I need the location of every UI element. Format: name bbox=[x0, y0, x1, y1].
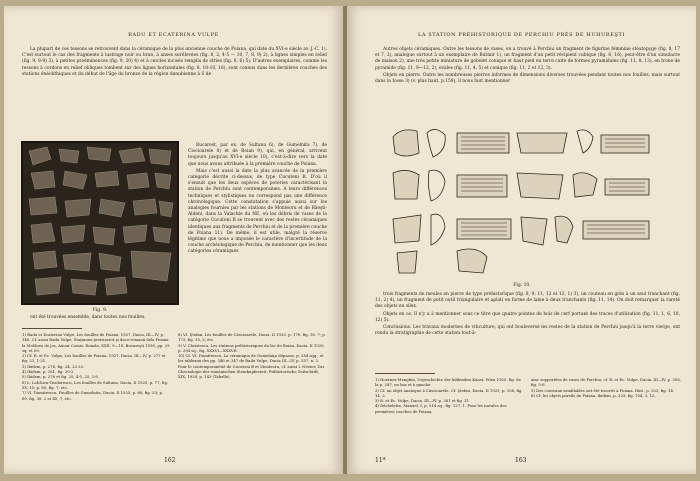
signature-mark: 11* bbox=[375, 457, 386, 464]
page-number-right: 163 bbox=[515, 457, 527, 464]
footnote-rule bbox=[22, 328, 82, 329]
right-page bbox=[347, 6, 696, 474]
footnote: 7) VI. Dumitrescu, Fouilles de Gumelnita, Dacia, II 1925, p. 66, fig. 53; p. 69, fig. 38, 2 et 40, 7; etc. bbox=[22, 390, 164, 401]
body-text-right-top bbox=[375, 47, 680, 86]
footnotes-left-col2 bbox=[178, 332, 328, 380]
footnote: ainc supportées de vases de Perchiu, cf. R. et Ec. Vulpe, Dacia, III—IV, p. 306, fig. 5-6. bbox=[531, 377, 681, 388]
footnote: 2) Cf. un objet analogue à Căscioarele. Cf. Ştefan, Dacia, II 1925, p. 156, fig. 14, 2. bbox=[375, 387, 523, 398]
footnote: 1) Radu et Ecaterina Vulpe, Les fouilles de Poiana, 1927, Dacia, III—IV, p. 146. Cf. aussi Radu Vulpe, Staţiunea preistorică şi daco-romană dela Poiana la Moldova de jos, Anuar Comis. Român, XXII, 9—18, Bucureşti 1930, pp. 29 sq. et 59. bbox=[22, 332, 170, 353]
footnote: 3) R. et Ec. Vulpe, Dacia, III—IV, p. 281 et fig. 31. bbox=[375, 398, 471, 404]
footnote: 1) Hoernes-Menghin, Urgeschichte der bildenden Kunst, Wien 1925, fig. de la p. 287, en bas et à gauche. bbox=[375, 377, 521, 388]
footnote: 5) Des couteaux semblables ont été trouvés à Poiana. Ibid., p. 323, fig. 14. bbox=[531, 387, 675, 393]
page-number-left: 162 bbox=[164, 457, 176, 464]
paragraph: Conclusions. Les travaux modernes de viticulture, qui ont bouleversé les restes de la station de Perchiu jusqu'à la terre vierge, ont rendu la stratigraphie de cette station tout-à- bbox=[375, 325, 680, 337]
figure-10-caption: Fig. 10. bbox=[513, 283, 531, 288]
footnote: 9) V. Christescu, Les stations préhistoriques du lac de Boian, Dacia, II 1925, p. 294 sq., fig. XXXVI—XXXVII. bbox=[178, 342, 325, 353]
paragraph: Autres objets céramiques. Outre les tessons de vases, on a trouvé à Perchiu un fragment de figurine féminine stéatopyge (fig. 8, 17 et 7, 2), analogue surtout à un exemplaire de Butmir 1), un fragment d'un petit récipient cubique (fig. 6, 16), peut-être d'un simulacre de maison 2), une très petite miniature de gobelet conique et haut pied en terre cuite de formes pyramidales (fig. 11, 8, 13), en trone de pyramide (fig. 11, 9—12, 2), ovales (fig. 11, 4, 5) et conique (fig. 11, 2 et 12, 3). bbox=[375, 47, 680, 71]
paragraph: ont été trouvées ensemble, dans toutes nos fouilles. bbox=[30, 315, 146, 320]
figure-10-drawing bbox=[387, 123, 657, 281]
running-header-right: LA STATION PRÉHISTORIQUE DE PERCHIU PRÈS DE HUHUREŞTI bbox=[417, 32, 626, 38]
footnote: 2) Cf. R. et Ec. Vulpe, Les fouilles de Poiana, 1927, Dacia, III—IV, p. 277 et fig. 23, 1-21. bbox=[22, 353, 166, 364]
paragraph: Objets en os. Il n'y a à mentionner sous ce titre que quatre pointes de bois de cerf portant des traces d'utilisation (fig. 11, 1, 6, 10, 12) 5). bbox=[375, 311, 680, 323]
footnotes-left-col1 bbox=[22, 332, 170, 401]
footnote: 10) Cf. VI. Dumitrescu, La céramique de Gumelniţa dépasse, p. 284 sqq., et les tableaux des pp. 346 et 347 de Radu Vulpe, Dacia III—IV, p. 357, n. 2. Pour le contemporanéité de Cucuteni B et Monteoru, cf. aussi I. Nestor, Zur Chronologie der rumänischen Steinkupferzeit, Prähistorische Zeitschrift, XIX, 1928, p. 143 (Tabelle). bbox=[178, 353, 325, 380]
figure-9-caption: Fig. 9. bbox=[92, 308, 108, 313]
footnote-rule bbox=[375, 373, 435, 374]
paragraph: trois fragments de meules en pierre de type préhistorique (fig. 8, 9; 11, 12 et 12, 1) 3), un couteau en grès à un seul tranchant (fig. 11, 2) 4), un fragment de petit outil triangulaire et aplati en forme de lame à deux tranchants (fig. 11, 14). On doit remarquer la rareté des objets en silex. bbox=[375, 292, 680, 310]
paragraph: Bucarest, par ex. de Sultana 6), de Gumelnita 7), de Ciocioarele 8) et de Boian 9), qui, en général, arrivent toujours jusqu'au XVI-e siècle 10), c'est-à-dire vers la date que nous avons attribuée à la première couche de Poiana. bbox=[188, 143, 327, 167]
footnote: 6) L. Lolchicu-Teodorescu, Les fouilles de Sultana, Dacia, II 1925, p. 77, fig. XV, 15; p. 80, fig. 7; etc. bbox=[22, 379, 169, 390]
body-text-left-top bbox=[22, 47, 327, 79]
footnote: 5) Ibidem, p. 276 et fig. 25, 4-5, 25, 2-8. bbox=[22, 374, 99, 380]
body-text-left-bottom bbox=[22, 315, 327, 322]
running-header-left: RADU ET ECATERINA VULPE bbox=[128, 32, 219, 38]
left-page bbox=[4, 6, 343, 474]
footnote: 8) VI. Ştefan, Les fouilles de Căscioarele, Dacia, II 1925, p. 170, fig. 30, 7; p. 173, fig. 35, 2; etc. bbox=[178, 332, 326, 343]
footnote: 4) Ibidem, p. 281, fig. 30-2. bbox=[22, 369, 75, 375]
footnotes-right-col1 bbox=[375, 377, 523, 414]
paragraph: Mais c'est aussi la date la plus avancée de la première catégorie décrite ci-dessus, de type Cucuteni B. D'où il s'ensuit que les deux espèces de poteries caractérisant la station de Perchiu sont contemporaines. A leurs différences techniques et stylistiques ne correspond pas une différence chronologique. Cette constatation s'appuie aussi sur les analogies fournies par les stations de Monteoru et de Băeşti-Aldeni, dans la Valachie du NE, où les débris de vases de la catégorie Cucuteni B se trouvent avec des restes céramiques identiques aux fragments de Perchiu et de la première couche de Poiana 11). De même, il est utile, malgré la réserve légitime que nous a imposée le caractère d'incertitude de la couche archéologique de Perchiu, de mentionner que les deux catégories céramiques bbox=[188, 168, 327, 255]
figure-9-photo bbox=[21, 141, 179, 305]
body-text-left-right-column bbox=[188, 143, 327, 257]
footnotes-right-col2 bbox=[531, 377, 681, 398]
paragraph: La plupart de ces tessons se retrouvent dans la céramique de la plus ancienne couche de Poiana, qui date du XVI-e siècle av. J.-C. 1). C'est surtout le cas des fragments à lustrage noir ou brun, à anses surélevées (fig. 8, 2, 4-5 — 10, 7, 8, 9) 2), à lignes simples en relief (fig. 9, 8-9) 3), à petites proéminences (fig. 9, 20) 4) et à cercles incisés remplis de stries (fig. 8, 6) 5). D'autres exemplaires, comme les tessons à cordons en relief obliques tombent sur des lignes horizontales (fig. 8, 18-10, 16), sont connus dans les dernières couches des stations énéolithiques et du début de l'âge du bronze de la région danubienne à S de bbox=[22, 47, 327, 77]
footnote: 4) Déchelette, Manuel, I, p. 514 sq., fig. 127, 1. Pour les navales des premières couches de Poiana, bbox=[375, 403, 507, 414]
footnote: 6) Cf. les objets pareils de Poiana, ibidem, p. 323, fig. 104, 3, 12. bbox=[531, 392, 656, 398]
body-text-right-bottom bbox=[375, 292, 680, 338]
paragraph: Objets en pierre. Outre les nombreuses pierres informes de dimensions diverses trouvées pendant toutes nos fouilles, mais surtout dans la fosse 3) (v. plus haut, p.159), il nous faut mentionner bbox=[375, 72, 680, 85]
footnote: 3) Ibidem, p. 276, fig. 24, 22-25. bbox=[22, 363, 85, 369]
